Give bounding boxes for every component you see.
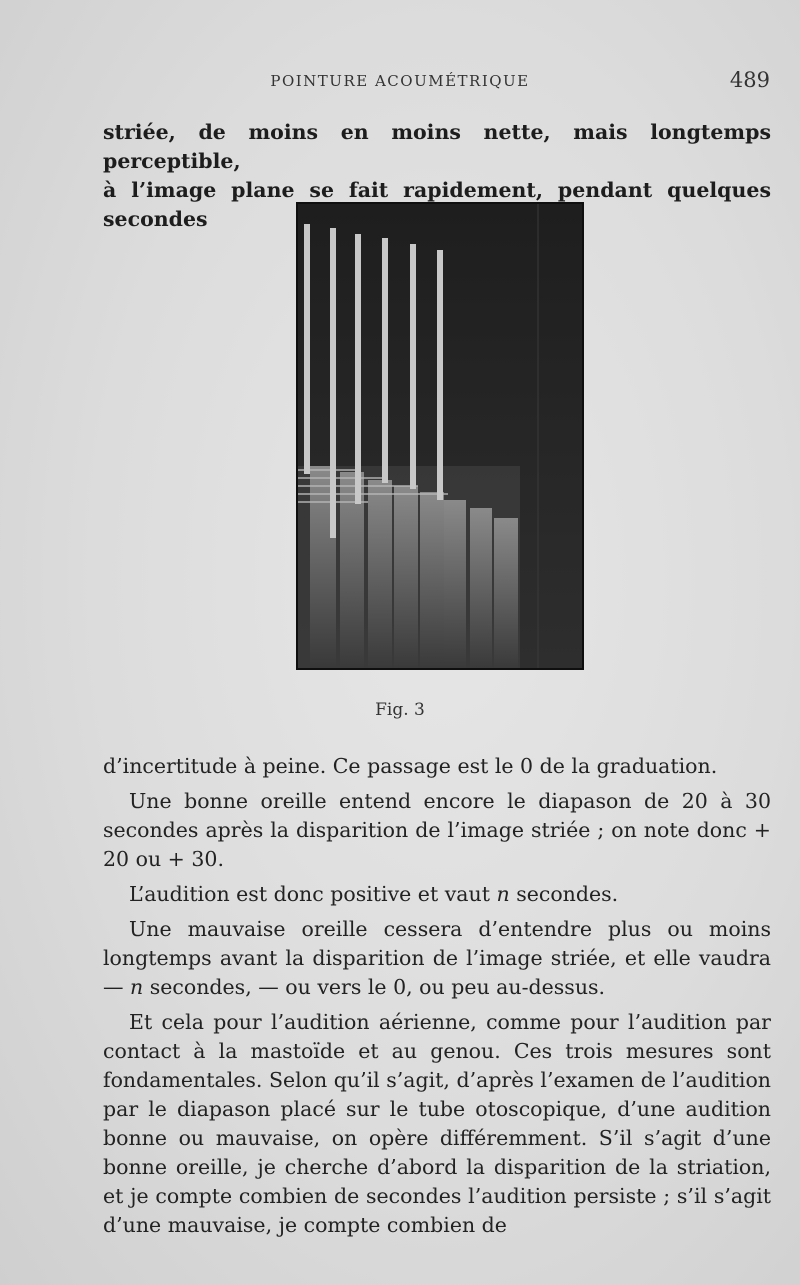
text-line: striée, de moins en moins nette, mais longtemps perceptible, bbox=[103, 120, 771, 173]
tuning-fork-image bbox=[298, 204, 582, 668]
variable-n: n bbox=[496, 882, 510, 906]
paragraph: Une bonne oreille entend encore le diapason de 20 à 30 secondes après la disparition de l’image striée ; on note donc + 20 ou + 30. bbox=[103, 789, 771, 871]
paragraph bbox=[103, 880, 771, 909]
text-run: L’audition est donc positive et vaut bbox=[129, 882, 497, 906]
paragraph bbox=[103, 915, 771, 1002]
figure-caption: Fig. 3 bbox=[375, 700, 425, 720]
text-run: Une mauvaise oreille cessera d’entendre plus ou moins longtemps avant la disparition de l’image striée, et elle vaudra — bbox=[103, 917, 771, 999]
text-run: secondes. bbox=[509, 882, 619, 906]
paragraph: d’incertitude à peine. Ce passage est le 0 de la graduation. bbox=[103, 754, 718, 778]
body-text bbox=[103, 752, 771, 1240]
paragraph: Et cela pour l’audition aérienne, comme pour l’audition par contact à la mastoïde et au genou. Ces trois mesures sont fondamentales. Selon qu’il s’agit, d’après l’examen de l’audition par le diapason placé sur le tube otoscopique, d’une audition bonne ou mauvaise, on opère différemment. S’il s’agit d’une bonne oreille, je cherche d’abord la disparition de la striation, et je compte combien de secondes l’audition persiste ; s’il s’agit d’une mauvaise, je compte combien de bbox=[103, 1010, 771, 1237]
figure-photograph bbox=[296, 202, 584, 670]
running-head: POINTURE ACOUMÉTRIQUE bbox=[270, 72, 530, 90]
text-run: secondes, — ou vers le 0, ou peu au-dessus. bbox=[143, 975, 606, 999]
page-number: 489 bbox=[729, 68, 770, 92]
page-header bbox=[0, 66, 800, 96]
text-line: à l’image plane se fait rapidement, pendant quelques secondes bbox=[103, 178, 771, 231]
variable-n: n bbox=[130, 975, 144, 999]
